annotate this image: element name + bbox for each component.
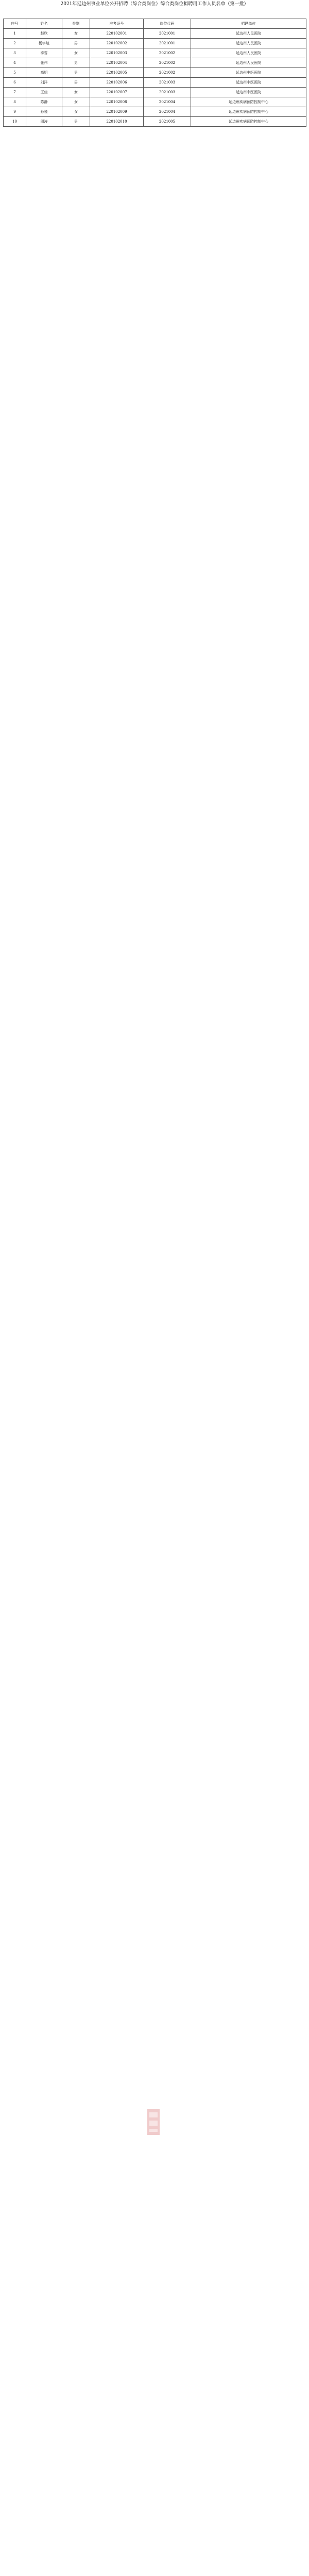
cell-position-code: 2021004	[144, 107, 191, 117]
cell-employer: 延边州中医医院	[191, 68, 306, 78]
cell-position-code: 2021003	[144, 88, 191, 97]
header-position-code: 岗位代码	[144, 19, 191, 29]
cell-gender: 女	[62, 107, 90, 117]
cell-index: 4	[4, 58, 26, 68]
cell-index: 5	[4, 68, 26, 78]
header-gender: 性别	[62, 19, 90, 29]
cell-gender: 女	[62, 29, 90, 39]
header-name: 姓名	[26, 19, 62, 29]
table-row	[4, 58, 306, 68]
cell-index: 8	[4, 97, 26, 107]
cell-index: 7	[4, 88, 26, 97]
cell-employer: 延边州人民医院	[191, 29, 306, 39]
table-row	[4, 29, 306, 39]
header-employer: 招聘单位	[191, 19, 306, 29]
table-row	[4, 48, 306, 58]
cell-employer: 延边州中医医院	[191, 78, 306, 88]
cell-position-code: 2021002	[144, 68, 191, 78]
cell-index: 9	[4, 107, 26, 117]
cell-index: 3	[4, 48, 26, 58]
cell-name: 陈静	[26, 97, 62, 107]
table-row	[4, 97, 306, 107]
cell-exam-number: 220102006	[90, 78, 144, 88]
cell-employer: 延边州疾病预防控制中心	[191, 97, 306, 107]
cell-gender: 男	[62, 78, 90, 88]
cell-employer: 延边州中医医院	[191, 88, 306, 97]
table-row	[4, 39, 306, 48]
cell-exam-number: 220102008	[90, 97, 144, 107]
cell-index: 1	[4, 29, 26, 39]
header-index: 序号	[4, 19, 26, 29]
cell-employer: 延边州人民医院	[191, 39, 306, 48]
cell-name: 高明	[26, 68, 62, 78]
table-row	[4, 107, 306, 117]
cell-employer: 延边州人民医院	[191, 58, 306, 68]
cell-gender: 男	[62, 58, 90, 68]
cell-exam-number: 220102004	[90, 58, 144, 68]
cell-name: 刘洋	[26, 78, 62, 88]
cell-gender: 女	[62, 97, 90, 107]
cell-gender: 女	[62, 48, 90, 58]
cell-employer: 延边州人民医院	[191, 48, 306, 58]
document-title	[0, 1, 309, 8]
cell-index: 6	[4, 78, 26, 88]
cell-position-code: 2021005	[144, 117, 191, 127]
cell-exam-number: 220102007	[90, 88, 144, 97]
cell-position-code: 2021004	[144, 97, 191, 107]
cell-name: 周涛	[26, 117, 62, 127]
cell-employer: 延边州疾病预防控制中心	[191, 117, 306, 127]
cell-exam-number: 220102010	[90, 117, 144, 127]
seal-watermark-icon	[144, 2107, 163, 2137]
title-line-1: 2021年延边州事业单位公开招聘（综合类岗位）综合类岗位拟聘用工作人员名单（第一批）	[60, 2, 249, 7]
cell-name: 李雪	[26, 48, 62, 58]
table-row	[4, 78, 306, 88]
cell-index: 2	[4, 39, 26, 48]
cell-gender: 男	[62, 68, 90, 78]
cell-position-code: 2021001	[144, 29, 191, 39]
cell-name: 孙悦	[26, 107, 62, 117]
cell-exam-number: 220102009	[90, 107, 144, 117]
header-exam-number: 准考证号	[90, 19, 144, 29]
cell-name: 杨宇航	[26, 39, 62, 48]
table-body	[4, 29, 306, 127]
cell-position-code: 2021002	[144, 58, 191, 68]
cell-name: 张伟	[26, 58, 62, 68]
cell-position-code: 2021001	[144, 39, 191, 48]
cell-employer: 延边州疾病预防控制中心	[191, 107, 306, 117]
table-row	[4, 88, 306, 97]
cell-index: 10	[4, 117, 26, 127]
cell-exam-number: 220102001	[90, 29, 144, 39]
cell-gender: 男	[62, 117, 90, 127]
cell-position-code: 2021003	[144, 78, 191, 88]
cell-exam-number: 220102003	[90, 48, 144, 58]
cell-name: 赵欣	[26, 29, 62, 39]
cell-exam-number: 220102002	[90, 39, 144, 48]
table-row	[4, 117, 306, 127]
table-row	[4, 68, 306, 78]
roster-table	[3, 19, 306, 127]
cell-name: 王佳	[26, 88, 62, 97]
cell-gender: 女	[62, 88, 90, 97]
table-header-row	[4, 19, 306, 29]
cell-gender: 男	[62, 39, 90, 48]
cell-position-code: 2021002	[144, 48, 191, 58]
cell-exam-number: 220102005	[90, 68, 144, 78]
